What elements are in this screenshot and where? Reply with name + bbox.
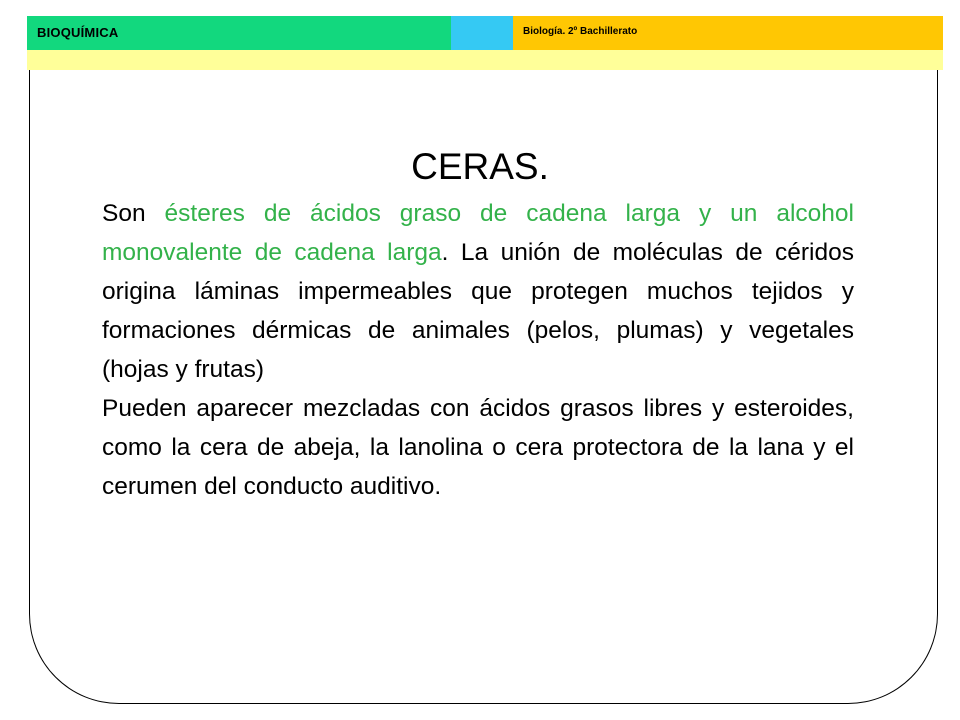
highlighted-definition: ésteres de ácidos graso de cadena larga y un alcohol monovalente de cadena larga	[102, 200, 854, 266]
course-label: Biología. 2º Bachillerato	[523, 26, 638, 37]
paragraph-rest: . La unión de moléculas de céridos origina láminas impermeables que protegen muchos tejidos y formaciones dérmicas de animales (pelos, plumas) y vegetales (hojas y frutas)	[102, 239, 854, 383]
header-green-segment	[27, 16, 451, 50]
slide-title: CERAS.	[411, 146, 549, 187]
paragraph-lead: Son	[102, 200, 165, 227]
slide-body	[102, 194, 854, 506]
paragraph-definition	[102, 194, 854, 389]
paragraph-examples: Pueden aparecer mezcladas con ácidos grasos libres y esteroides, como la cera de abeja, la lanolina o cera protectora de la lana y el cerumen del conducto auditivo.	[102, 395, 854, 500]
header-yellow-segment	[513, 16, 943, 50]
header-bar	[27, 16, 943, 50]
header-cyan-segment	[451, 16, 513, 50]
subject-label: BIOQUÍMICA	[37, 25, 119, 40]
header-sub-bar	[27, 50, 943, 70]
